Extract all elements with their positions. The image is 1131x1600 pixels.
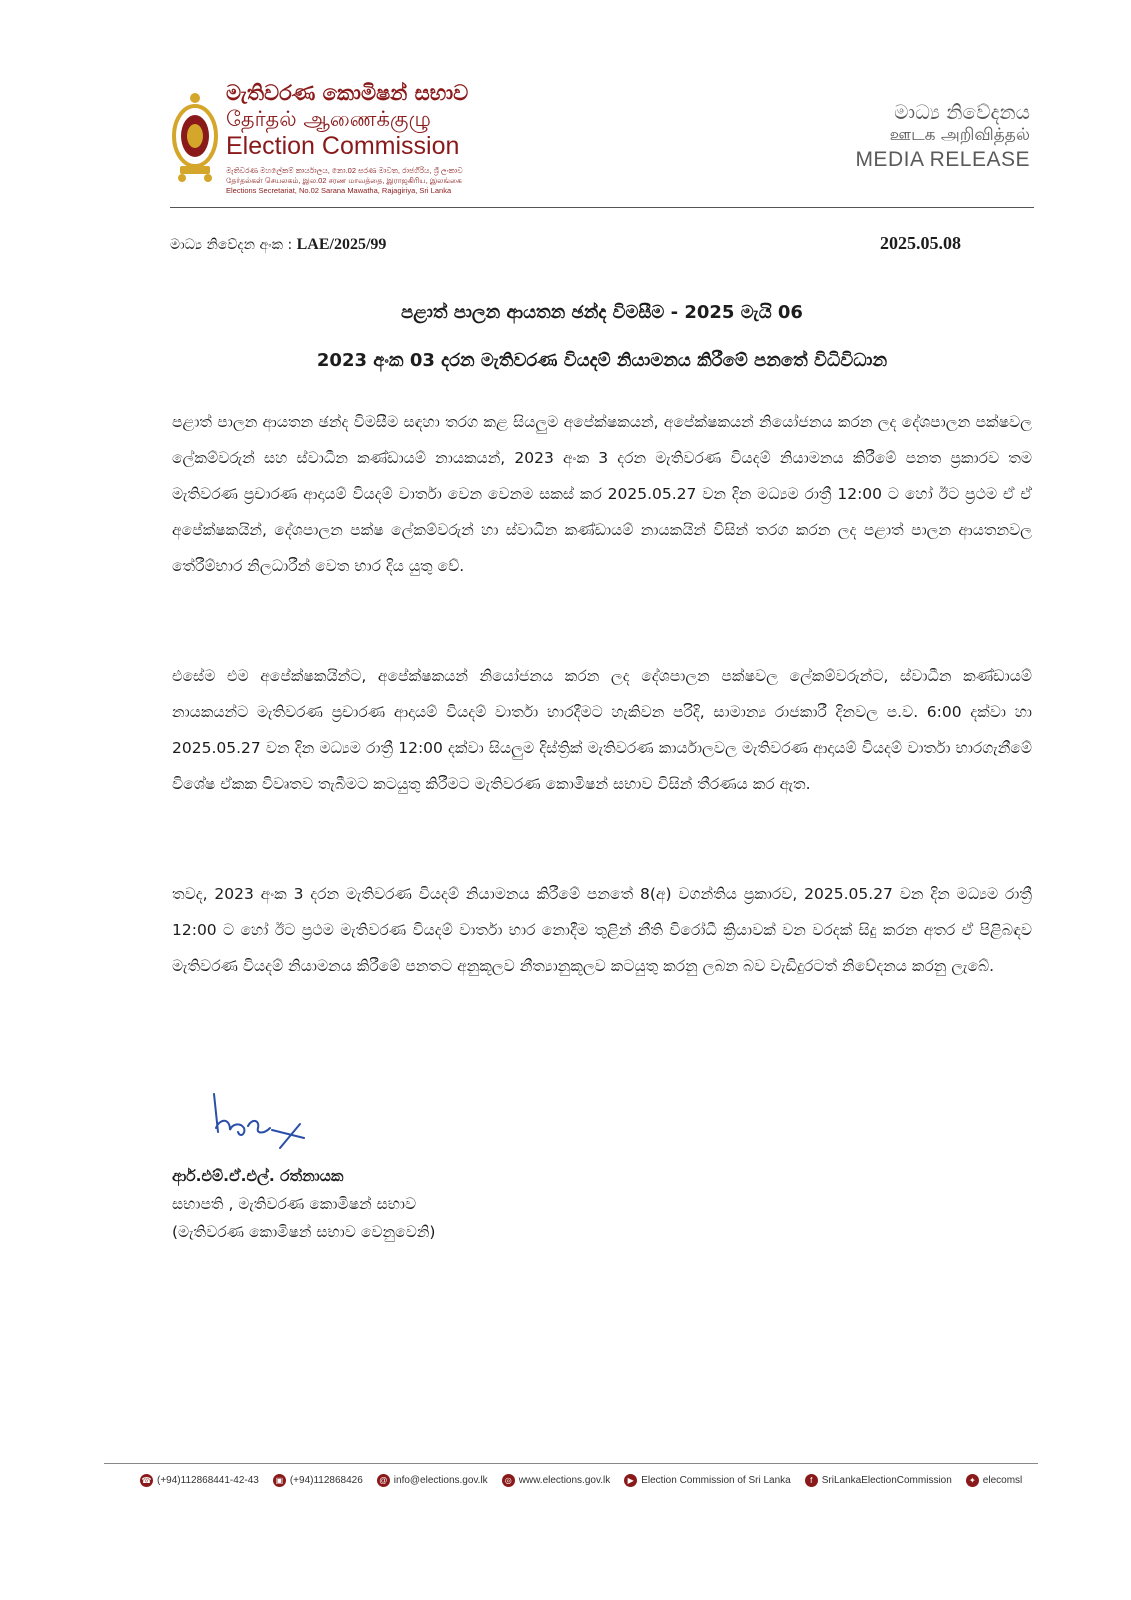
media-release-tamil: ஊடக அறிவித்தல் <box>889 125 1030 145</box>
address-sinhala: මැතිවරණ මහලේකම් කාර්යාලය, නො.02 සරණ මාවත, රාජගිරිය, ශ්‍රී ලංකාව <box>226 166 463 175</box>
release-date: 2025.05.08 <box>880 233 961 253</box>
signatory-title: සභාපති , මැතිවරණ කොමිෂන් සභාව <box>172 1195 417 1213</box>
org-name-sinhala: මැතිවරණ කොමිෂන් සභාව <box>226 81 469 105</box>
fax-icon: ▣ <box>273 1474 286 1487</box>
signature-block <box>172 1162 435 1246</box>
reference-value: LAE/2025/99 <box>296 236 387 253</box>
body-paragraph-1: පළාත් පාලන ආයතන ඡන්ද විමසීම සඳහා තරග කළ සියලුම අපේක්ෂකයන්, අපේක්ෂකයන් නියෝජනය කරන ලද දේශපාලන පක්ෂවල ලේකම්වරුන් සහ ස්වාධීන කණ්ඩායම් නායකයන්, 2023 අංක 3 දරන මැතිවරණ වියදම් නියාමනය කිරීමේ පනත ප්‍රකාරව තම මැතිවරණ ප්‍රචාරණ ආදායම් වියදම් වාර්තා වෙන වෙනම සකස් කර 2025.05.27 වන දින මධ්‍යම රාත්‍රී 12:00 ට හෝ ඊට ප්‍රථම ඒ ඒ අපේක්ෂකයින්, දේශපාලන පක්ෂ ලේකම්වරුන් හා ස්වාධීන කණ්ඩායම් නායකයින් විසින් තරග කරන ලද පළාත් පාලන ආයතනවල තේරීම්භාර නිලධාරීන් වෙත භාර දිය යුතු වේ. <box>172 413 1032 575</box>
footer-twitter[interactable] <box>966 1474 1022 1487</box>
address-tamil: தேர்தல்கள் செயலகம், இல.02 சரண மாவத்தை, இராஜகிரிய, இலங்கை <box>226 176 462 185</box>
footer-divider <box>104 1463 1038 1464</box>
address-english: Elections Secretariat, No.02 Sarana Mawatha, Rajagiriya, Sri Lanka <box>226 186 452 195</box>
sri-lanka-emblem-icon <box>172 78 218 186</box>
footer-facebook[interactable] <box>805 1474 952 1487</box>
body-paragraph-3: තවද, 2023 අංක 3 දරන මැතිවරණ වියදම් නියාමනය කිරීමේ පනතේ 8(අ) වගන්තිය ප්‍රකාරව, 2025.05.27 වන දින මධ්‍යම රාත්‍රී 12:00 ට හෝ ඊට ප්‍රථම මැතිවරණ වියදම් වාර්තා භාර නොදීම තුළින් නීති විරෝධී ක්‍රියාවක් වන වරදක් සිදු කරන අතර ඒ පිළිබඳව මැතිවරණ වියදම් නියාමනය කිරීමේ පනතට අනුකූලව නීත්‍යානුකූලව කටයුතු කරනු ලබන බව වැඩිදුරටත් නිවේදනය කරනු ලැබේ. <box>172 885 1032 975</box>
web-icon: ◎ <box>502 1474 515 1487</box>
youtube-icon: ▶ <box>624 1474 637 1487</box>
footer-email-text[interactable]: info@elections.gov.lk <box>393 1475 488 1486</box>
twitter-icon: ✦ <box>966 1474 979 1487</box>
footer-email[interactable] <box>377 1474 488 1487</box>
org-name-tamil: தேர்தல் ஆணைக்குழு <box>226 107 431 131</box>
footer-website[interactable] <box>502 1474 611 1487</box>
signatory-name: ආර්.එම්.ඒ.එල්. රත්නායක <box>172 1167 344 1185</box>
header-divider <box>170 207 1034 208</box>
reference-number <box>170 236 386 254</box>
org-name-english: Election Commission <box>226 132 460 160</box>
body-paragraph-2: එසේම එම අපේක්ෂකයින්ට, අපේක්ෂකයන් නියෝජනය කරන ලද දේශපාලන පක්ෂවල ලේකම්වරුන්ට, ස්වාධීන කණ්ඩායම් නායකයන්ට මැතිවරණ ප්‍රචාරණ ආදායම් වියදම් වාර්තා භාරදීමට හැකිවන පරිදි, සාමාන්‍ය රාජකාරී දිනවල ප.ව. 6:00 දක්වා හා 2025.05.27 වන දින මධ්‍යම රාත්‍රී 12:00 දක්වා සියලුම දිස්ත්‍රික් මැතිවරණ කාර්යාලවල මැතිවරණ ආදායම් වියදම් වාර්තා භාරගැනීමේ විශේෂ ඒකක විවෘතව තැබීමට කටයුතු කිරීමට මැතිවරණ කොමිෂන් සභාව විසින් තීරණය කර ඇත. <box>172 667 1032 793</box>
email-icon: @ <box>377 1474 390 1487</box>
footer-youtube-text[interactable]: Election Commission of Sri Lanka <box>641 1475 791 1486</box>
footer-facebook-text[interactable]: SriLankaElectionCommission <box>821 1475 952 1486</box>
organisation-header <box>226 80 486 196</box>
handwritten-signature <box>200 1088 320 1168</box>
footer-fax-text: (+94)112868426 <box>289 1475 363 1486</box>
footer-twitter-text[interactable]: elecomsl <box>982 1475 1023 1486</box>
footer-website-text[interactable]: www.elections.gov.lk <box>518 1475 611 1486</box>
facebook-icon: f <box>805 1474 818 1487</box>
media-release-heading <box>812 100 1030 174</box>
footer-phone <box>140 1474 259 1487</box>
document-subtitle: 2023 අංක 03 දරන මැතිවරණ වියදම් නියාමනය කිරීමේ පනතේ විධිවිධාන <box>316 350 888 371</box>
reference-label: මාධ්‍ය නිවේදන අංක : <box>170 237 297 253</box>
document-title: පළාත් පාලන ආයතන ඡන්ද විමසීම - 2025 මැයි 06 <box>401 302 803 323</box>
phone-icon: ☎ <box>141 1476 152 1485</box>
footer-youtube[interactable] <box>624 1474 791 1487</box>
footer-phone-text: (+94)112868441-42-43 <box>157 1475 259 1486</box>
media-release-english: MEDIA RELEASE <box>855 148 1030 171</box>
contact-footer <box>140 1474 1040 1487</box>
signatory-on-behalf: (මැතිවරණ කොමිෂන් සභාව වෙනුවෙනි) <box>172 1223 436 1241</box>
footer-fax <box>273 1474 363 1487</box>
media-release-sinhala: මාධ්‍ය නිවේදනය <box>894 100 1030 124</box>
